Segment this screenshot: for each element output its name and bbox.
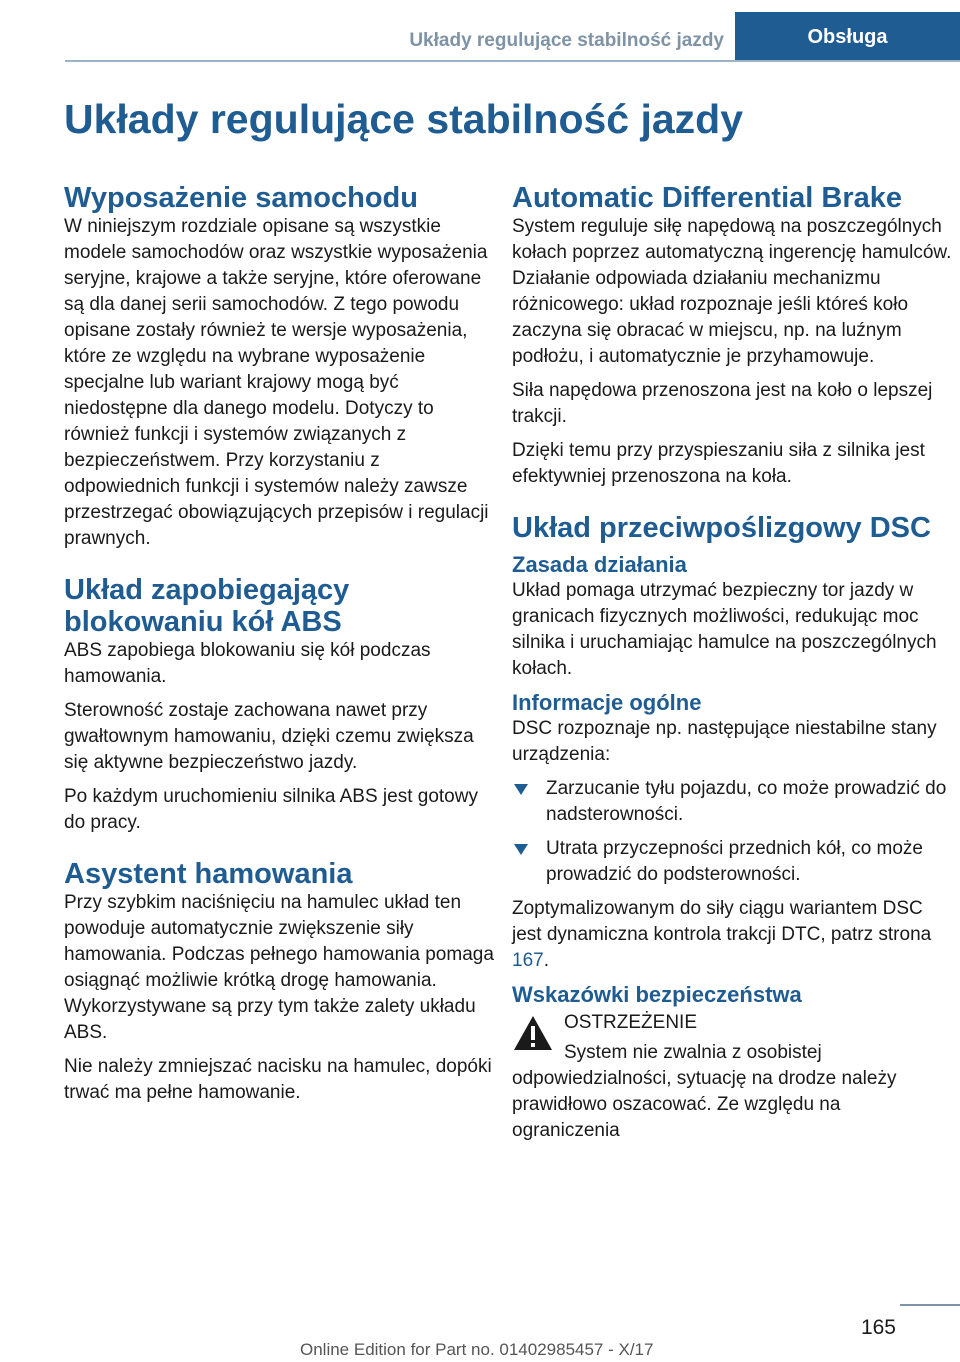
page-number-rule [900,1304,960,1306]
paragraph: Siła napędowa przenoszona jest na koło o lepszej trakcji. [512,380,933,427]
heading-equipment: Wyposażenie samochodu [64,182,418,214]
warning-label: OSTRZEŻENIE [564,1012,698,1033]
section-abs [64,574,494,836]
paragraph: Dzięki temu przy przyspieszaniu siła z silnika jest efektywniej przenoszona na koła. [512,440,925,487]
section-equipment [64,182,494,552]
left-column [64,182,494,1128]
bullet-triangle-icon [514,844,528,855]
paragraph: Zoptymalizowanym do siły ciągu wariantem DSC jest dynamiczna kontrola trakcji DTC, patrz strona 167. [512,898,932,971]
warning-box [512,1010,952,1144]
page-reference-link[interactable]: 167 [512,950,544,971]
subheading-principle: Zasada działania [512,552,687,577]
breadcrumb: Układy regulujące stabilność jazdy [409,30,724,51]
list-item: Utrata przyczepności przednich kół, co może prowadzić do podsterowności. [512,836,952,888]
heading-dsc: Układ przeciwpoślizgowy DSC [512,512,931,544]
subheading-general-info: Informacje ogólne [512,690,702,715]
header-divider [65,60,960,62]
paragraph: ABS zapobiega blokowaniu się kół podczas hamowania. [64,640,431,687]
paragraph: Przy szybkim naciśnięciu na hamulec układ ten powoduje automatycznie zwiększenie siły hamowania. Podczas pełnego hamowania pomaga osiągnąć możliwie krótką drogę hamowania. Wykorzystywane są przy tym także zalety układu ABS. [64,892,494,1043]
heading-abs: Układ zapobiegający blokowaniu kół ABS [64,574,350,638]
section-adb [512,182,952,490]
section-tab[interactable]: Obsługa [735,12,960,62]
bullet-triangle-icon [514,784,528,795]
paragraph: Sterowność zostaje zachowana nawet przy gwałtownym hamowaniu, dzięki czemu zwiększa się aktywne bezpieczeństwo jazdy. [64,700,474,773]
section-dsc [512,512,952,1144]
right-column [512,182,952,1166]
heading-brake-assist: Asystent hamowania [64,858,353,890]
paragraph: DSC rozpoznaje np. następujące niestabilne stany urządzenia: [512,718,937,765]
paragraph: Nie należy zmniejszać nacisku na hamulec, dopóki trwać ma pełne hamowanie. [64,1056,492,1103]
subheading-safety: Wskazówki bezpieczeństwa [512,982,802,1007]
header-bar [65,0,960,62]
page-title: Układy regulujące stabilność jazdy [64,96,744,142]
paragraph: Po każdym uruchomieniu silnika ABS jest gotowy do pracy. [64,786,478,833]
list-item: Zarzucanie tyłu pojazdu, co może prowadzić do nadsterowności. [512,776,952,828]
heading-adb: Automatic Differential Brake [512,182,902,214]
warning-text: System nie zwalnia z osobistej odpowiedzialności, sytuację na drodze należy prawidłowo oszacować. Ze względu na ograniczenia [512,1042,897,1141]
bullet-list [512,776,952,888]
section-brake-assist [64,858,494,1106]
page-number: 165 [860,1316,896,1339]
paragraph: Układ pomaga utrzymać bezpieczny tor jazdy w granicach fizycznych możliwości, redukując moc silnika i uruchamiając hamulce na poszczególnych kołach. [512,580,937,679]
warning-icon [512,1014,554,1052]
footer-edition: Online Edition for Part no. 01402985457 - X/17 [300,1340,654,1359]
paragraph: W niniejszym rozdziale opisane są wszystkie modele samochodów oraz wszystkie wyposażenia seryjne, krajowe a także seryjne, które oferowane są dla danej serii samochodów. Z tego powodu opisane zostały również te wersje wyposażenia, które ze względu na wybrane wyposażenie specjalne lub wariant krajowy mogą być niedostępne dla danego modelu. Dotyczy to również funkcji i systemów związanych z bezpieczeństwem. Przy korzystaniu z odpowiednich funkcji i systemów należy zawsze przestrzegać obowiązujących przepisów i regulacji prawnych. [64,216,489,549]
paragraph: System reguluje siłę napędową na poszczególnych kołach poprzez automatyczną ingerencję hamulców. Działanie odpowiada działaniu mechanizmu różnicowego: układ rozpoznaje jeśli któreś koło zaczyna się obracać w miejscu, np. na luźnym podłożu, i automatycznie je przyhamowuje. [512,216,952,367]
